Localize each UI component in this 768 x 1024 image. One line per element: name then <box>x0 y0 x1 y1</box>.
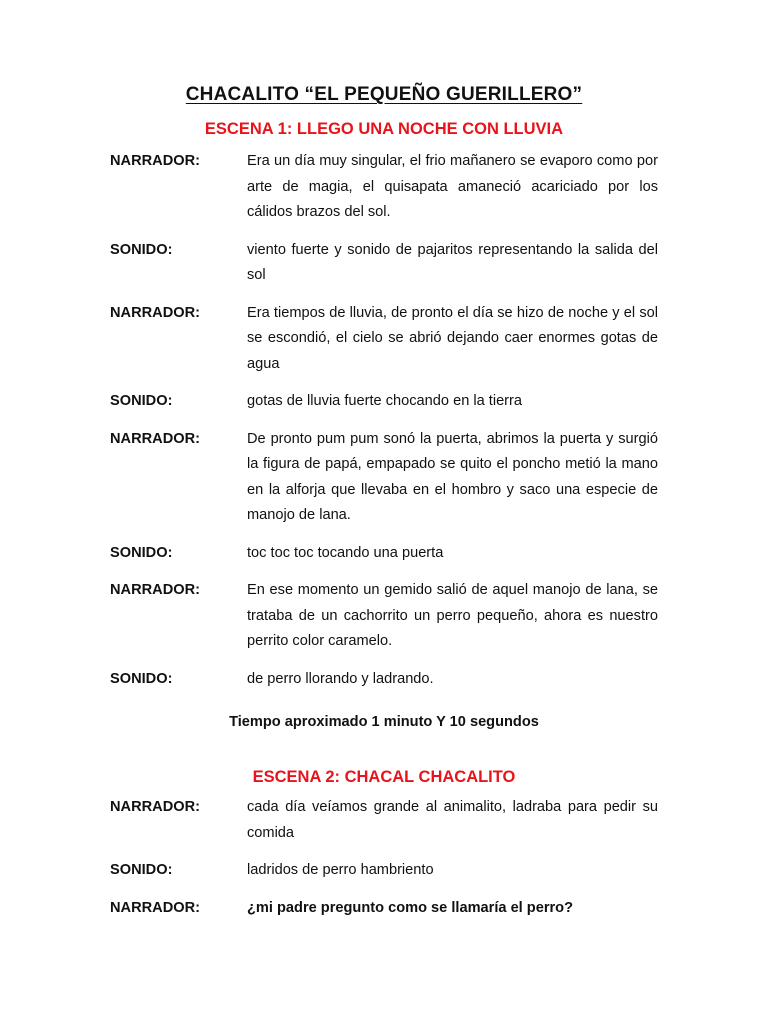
duration-note: Tiempo aproximado 1 minuto Y 10 segundos <box>229 714 539 730</box>
line-text: Era tiempos de lluvia, de pronto el día se hizo de noche y el sol se escondió, el cielo se abrió dejando caer enormes gotas de agua <box>247 304 658 372</box>
line-text: Era un día muy singular, el frio mañanero se evaporo como por arte de magia, el quisapata amaneció acariciado por los cálidos brazos del sol. <box>247 153 658 220</box>
script-line <box>110 155 658 232</box>
speaker-label: NARRADOR: <box>110 899 200 916</box>
script-line <box>110 801 658 852</box>
line-text: cada día veíamos grande al animalito, ladraba para pedir su comida <box>247 799 658 841</box>
speaker-label: NARRADOR: <box>110 582 200 598</box>
script-line <box>110 304 658 384</box>
script-line <box>110 395 658 421</box>
line-text: De pronto pum pum sonó la puerta, abrimos la puerta y surgió la figura de papá, empapado se quito el poncho metió la mano en la alforja que llevaba en el hombro y saco una especie de manojo de lana. <box>247 430 658 523</box>
script-line <box>110 544 658 573</box>
speaker-label: SONIDO: <box>110 393 173 409</box>
script-line <box>110 241 658 295</box>
speaker-label: SONIDO: <box>110 544 173 561</box>
speaker-label: SONIDO: <box>110 862 173 878</box>
line-text: gotas de lluvia fuerte chocando en la tierra <box>247 393 523 409</box>
line-text: ¿mi padre pregunto como se llamaría el perro? <box>247 899 574 916</box>
line-text: toc toc toc tocando una puerta <box>247 544 444 561</box>
document-title: CHACALITO “EL PEQUEÑO GUERILLERO” <box>185 84 583 105</box>
speaker-label: SONIDO: <box>110 241 173 258</box>
line-text: viento fuerte y sonido de pajaritos representando la salida del sol <box>247 241 658 283</box>
scene-2-title: ESCENA 2: CHACAL CHACALITO <box>252 768 516 786</box>
script-line <box>110 430 658 535</box>
speaker-label: SONIDO: <box>110 670 173 687</box>
script-line <box>110 864 658 890</box>
scene-1-title: ESCENA 1: LLEGO UNA NOCHE CON LLUVIA <box>204 120 564 138</box>
script-line <box>110 584 658 661</box>
line-text: ladridos de perro hambriento <box>247 862 434 878</box>
script-line <box>110 899 658 928</box>
speaker-label: NARRADOR: <box>110 799 200 815</box>
line-text: de perro llorando y ladrando. <box>247 670 434 687</box>
script-line <box>110 670 658 699</box>
speaker-label: NARRADOR: <box>110 430 200 447</box>
speaker-label: NARRADOR: <box>110 304 200 321</box>
line-text: En ese momento un gemido salió de aquel manojo de lana, se trataba de un cachorrito un perro pequeño, ahora es nuestro perrito color caramelo. <box>247 582 658 649</box>
speaker-label: NARRADOR: <box>110 153 200 169</box>
